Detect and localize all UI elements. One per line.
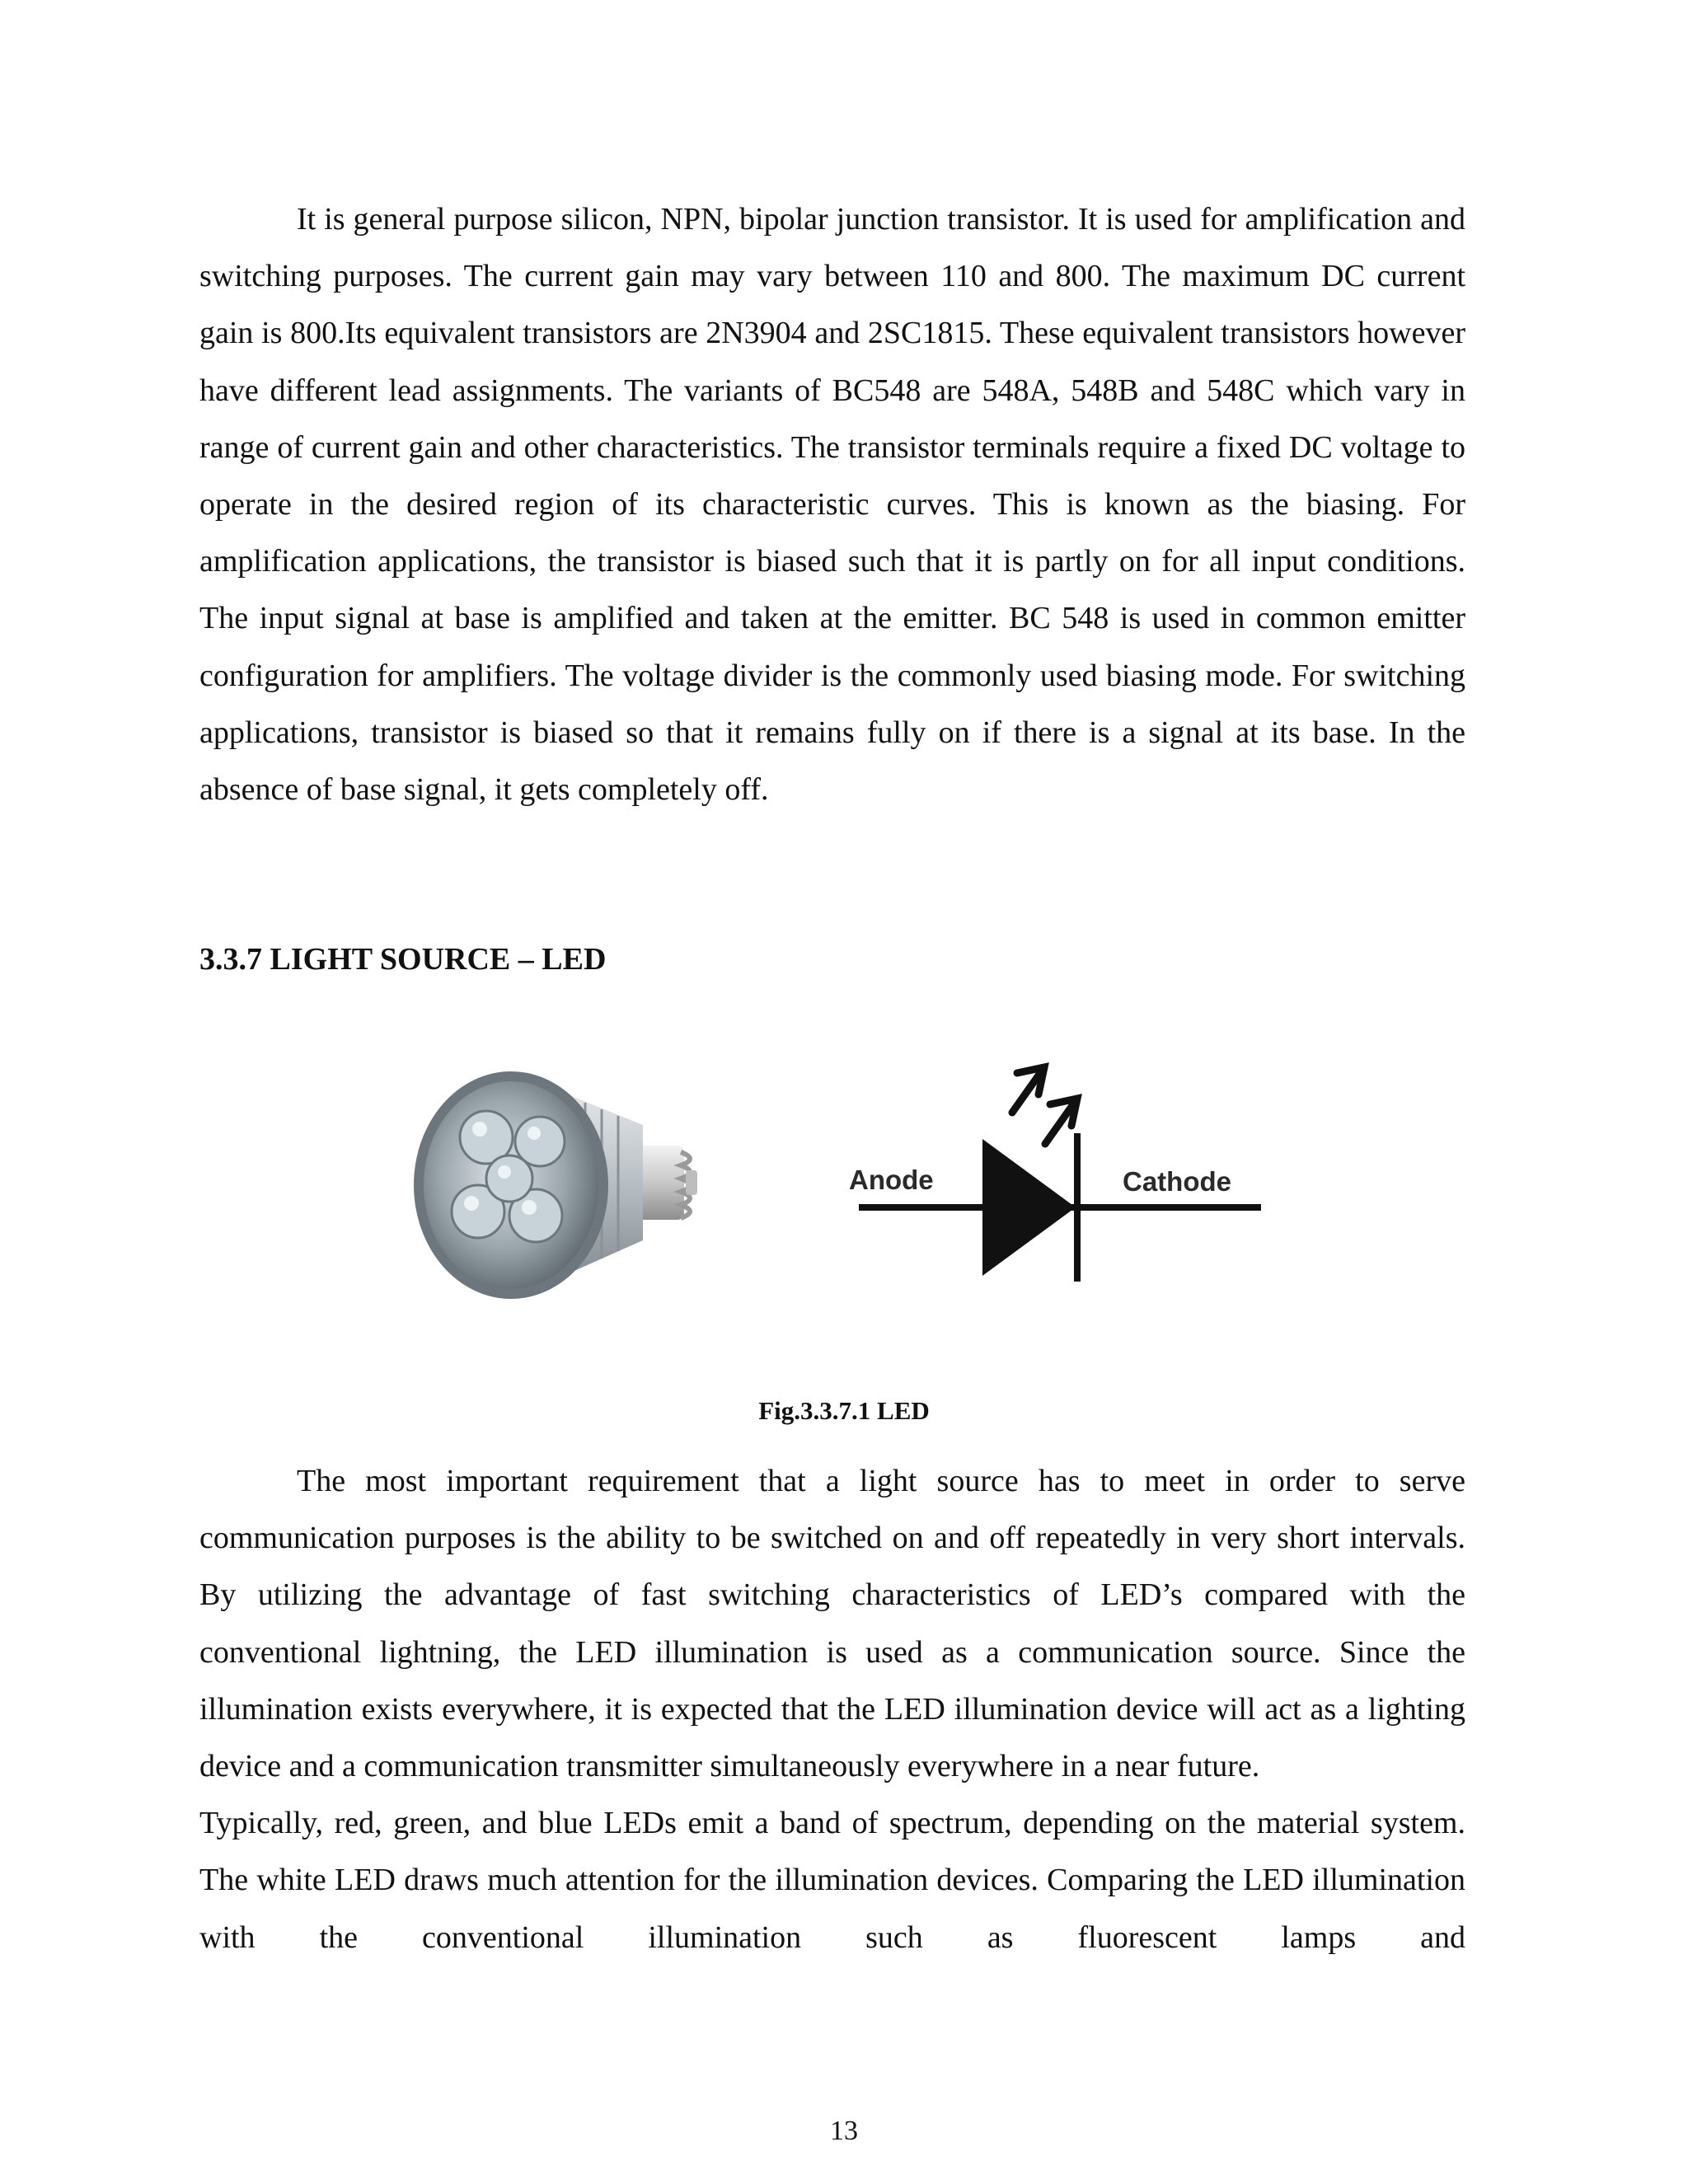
diode-symbol bbox=[859, 1133, 1261, 1282]
figure-led bbox=[387, 1047, 1294, 1327]
paragraph-transistor: It is general purpose silicon, NPN, bipolar junction transistor. It is used for amplification and switching purposes. The current gain may vary between 110 and 800. The maximum DC current gain is 800.Its equivalent transistors are 2N3904 and 2SC1815. These equivalent transistors however have different lead assignments. The variants of BC548 are 548A, 548B and 548C which vary in range of current gain and other characteristics. The transistor terminals require a fixed DC voltage to operate in the desired region of its characteristic curves. This is known as the biasing. For amplification applications, the transistor is biased such that it is partly on for all input conditions. The input signal at base is amplified and taken at the emitter. BC 548 is used in common emitter configuration for amplifiers. The voltage divider is the commonly used biasing mode. For switching applications, transistor is biased so that it remains fully on if there is a signal at its base. In the absence of base signal, it gets completely off. bbox=[199, 202, 1465, 808]
section-heading: 3.3.7 LIGHT SOURCE – LED bbox=[199, 942, 607, 977]
figure-caption: Fig.3.3.7.1 LED bbox=[758, 1396, 930, 1425]
anode-label: Anode bbox=[849, 1165, 934, 1195]
cathode-label: Cathode bbox=[1123, 1166, 1231, 1197]
paragraph-light-source: The most important requirement that a light source has to meet in order to serve communication purposes is the ability to be switched on and off repeatedly in very short intervals. By utilizing the advantage of fast switching characteristics of LED’s compared with the conventional lightning, the LED illumination is used as a communication source. Since the illumination exists everywhere, it is expected that the LED illumination device will act as a lighting device and a communication transmitter simultaneously everywhere in a near future. bbox=[199, 1464, 1465, 1784]
screw-base bbox=[635, 1146, 697, 1220]
led-text-block bbox=[199, 1453, 1465, 1966]
light-emission-arrows-icon bbox=[1012, 1067, 1077, 1144]
led-circuit-symbol bbox=[849, 1047, 1294, 1327]
bulb-face bbox=[414, 1071, 608, 1299]
led-bulb-image bbox=[387, 1047, 717, 1327]
page-number: 13 bbox=[830, 2116, 858, 2146]
paragraph-rgb-leds: Typically, red, green, and blue LEDs emit a band of spectrum, depending on the material system. The white LED draws much attention for the illumination devices. Comparing the LED illumination with the conventional illumination such as fluorescent lamps and bbox=[199, 1806, 1465, 1955]
